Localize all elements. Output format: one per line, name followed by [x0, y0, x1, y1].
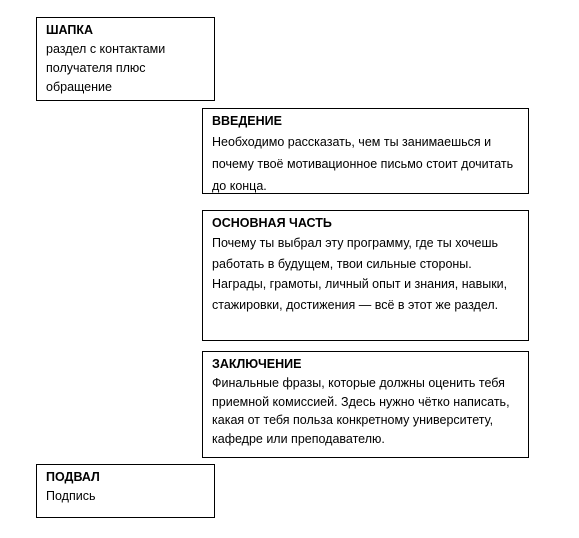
- footer-section-box: [36, 464, 215, 518]
- header-section-text: раздел с контактами получателя плюс обращение: [46, 42, 166, 94]
- footer-section-title: ПОДВАЛ: [46, 470, 100, 484]
- intro-section-box: [202, 108, 529, 194]
- footer-section-text: Подпись: [46, 489, 96, 503]
- conclusion-section-text: Финальные фразы, которые должны оценить тебя приемной комиссией. Здесь нужно чётко написать, какая от тебя польза конкретному университету, кафедре или преподавателю.: [212, 376, 510, 446]
- header-section-box: [36, 17, 215, 101]
- main-section-box: [202, 210, 529, 341]
- main-section-title: ОСНОВНАЯ ЧАСТЬ: [212, 216, 332, 230]
- main-section-text: Почему ты выбрал эту программу, где ты хочешь работать в будущем, твои сильные стороны. Награды, грамоты, личный опыт и знания, навыки, стажировки, достижения — всё в этот же раздел.: [212, 236, 508, 312]
- intro-section-title: ВВЕДЕНИЕ: [212, 114, 282, 128]
- header-section-title: ШАПКА: [46, 23, 94, 37]
- intro-section-text: Необходимо рассказать, чем ты занимаешься и почему твоё мотивационное письмо стоит дочитать до конца.: [212, 135, 514, 193]
- conclusion-section-title: ЗАКЛЮЧЕНИЕ: [212, 357, 302, 371]
- conclusion-section-box: [202, 351, 529, 458]
